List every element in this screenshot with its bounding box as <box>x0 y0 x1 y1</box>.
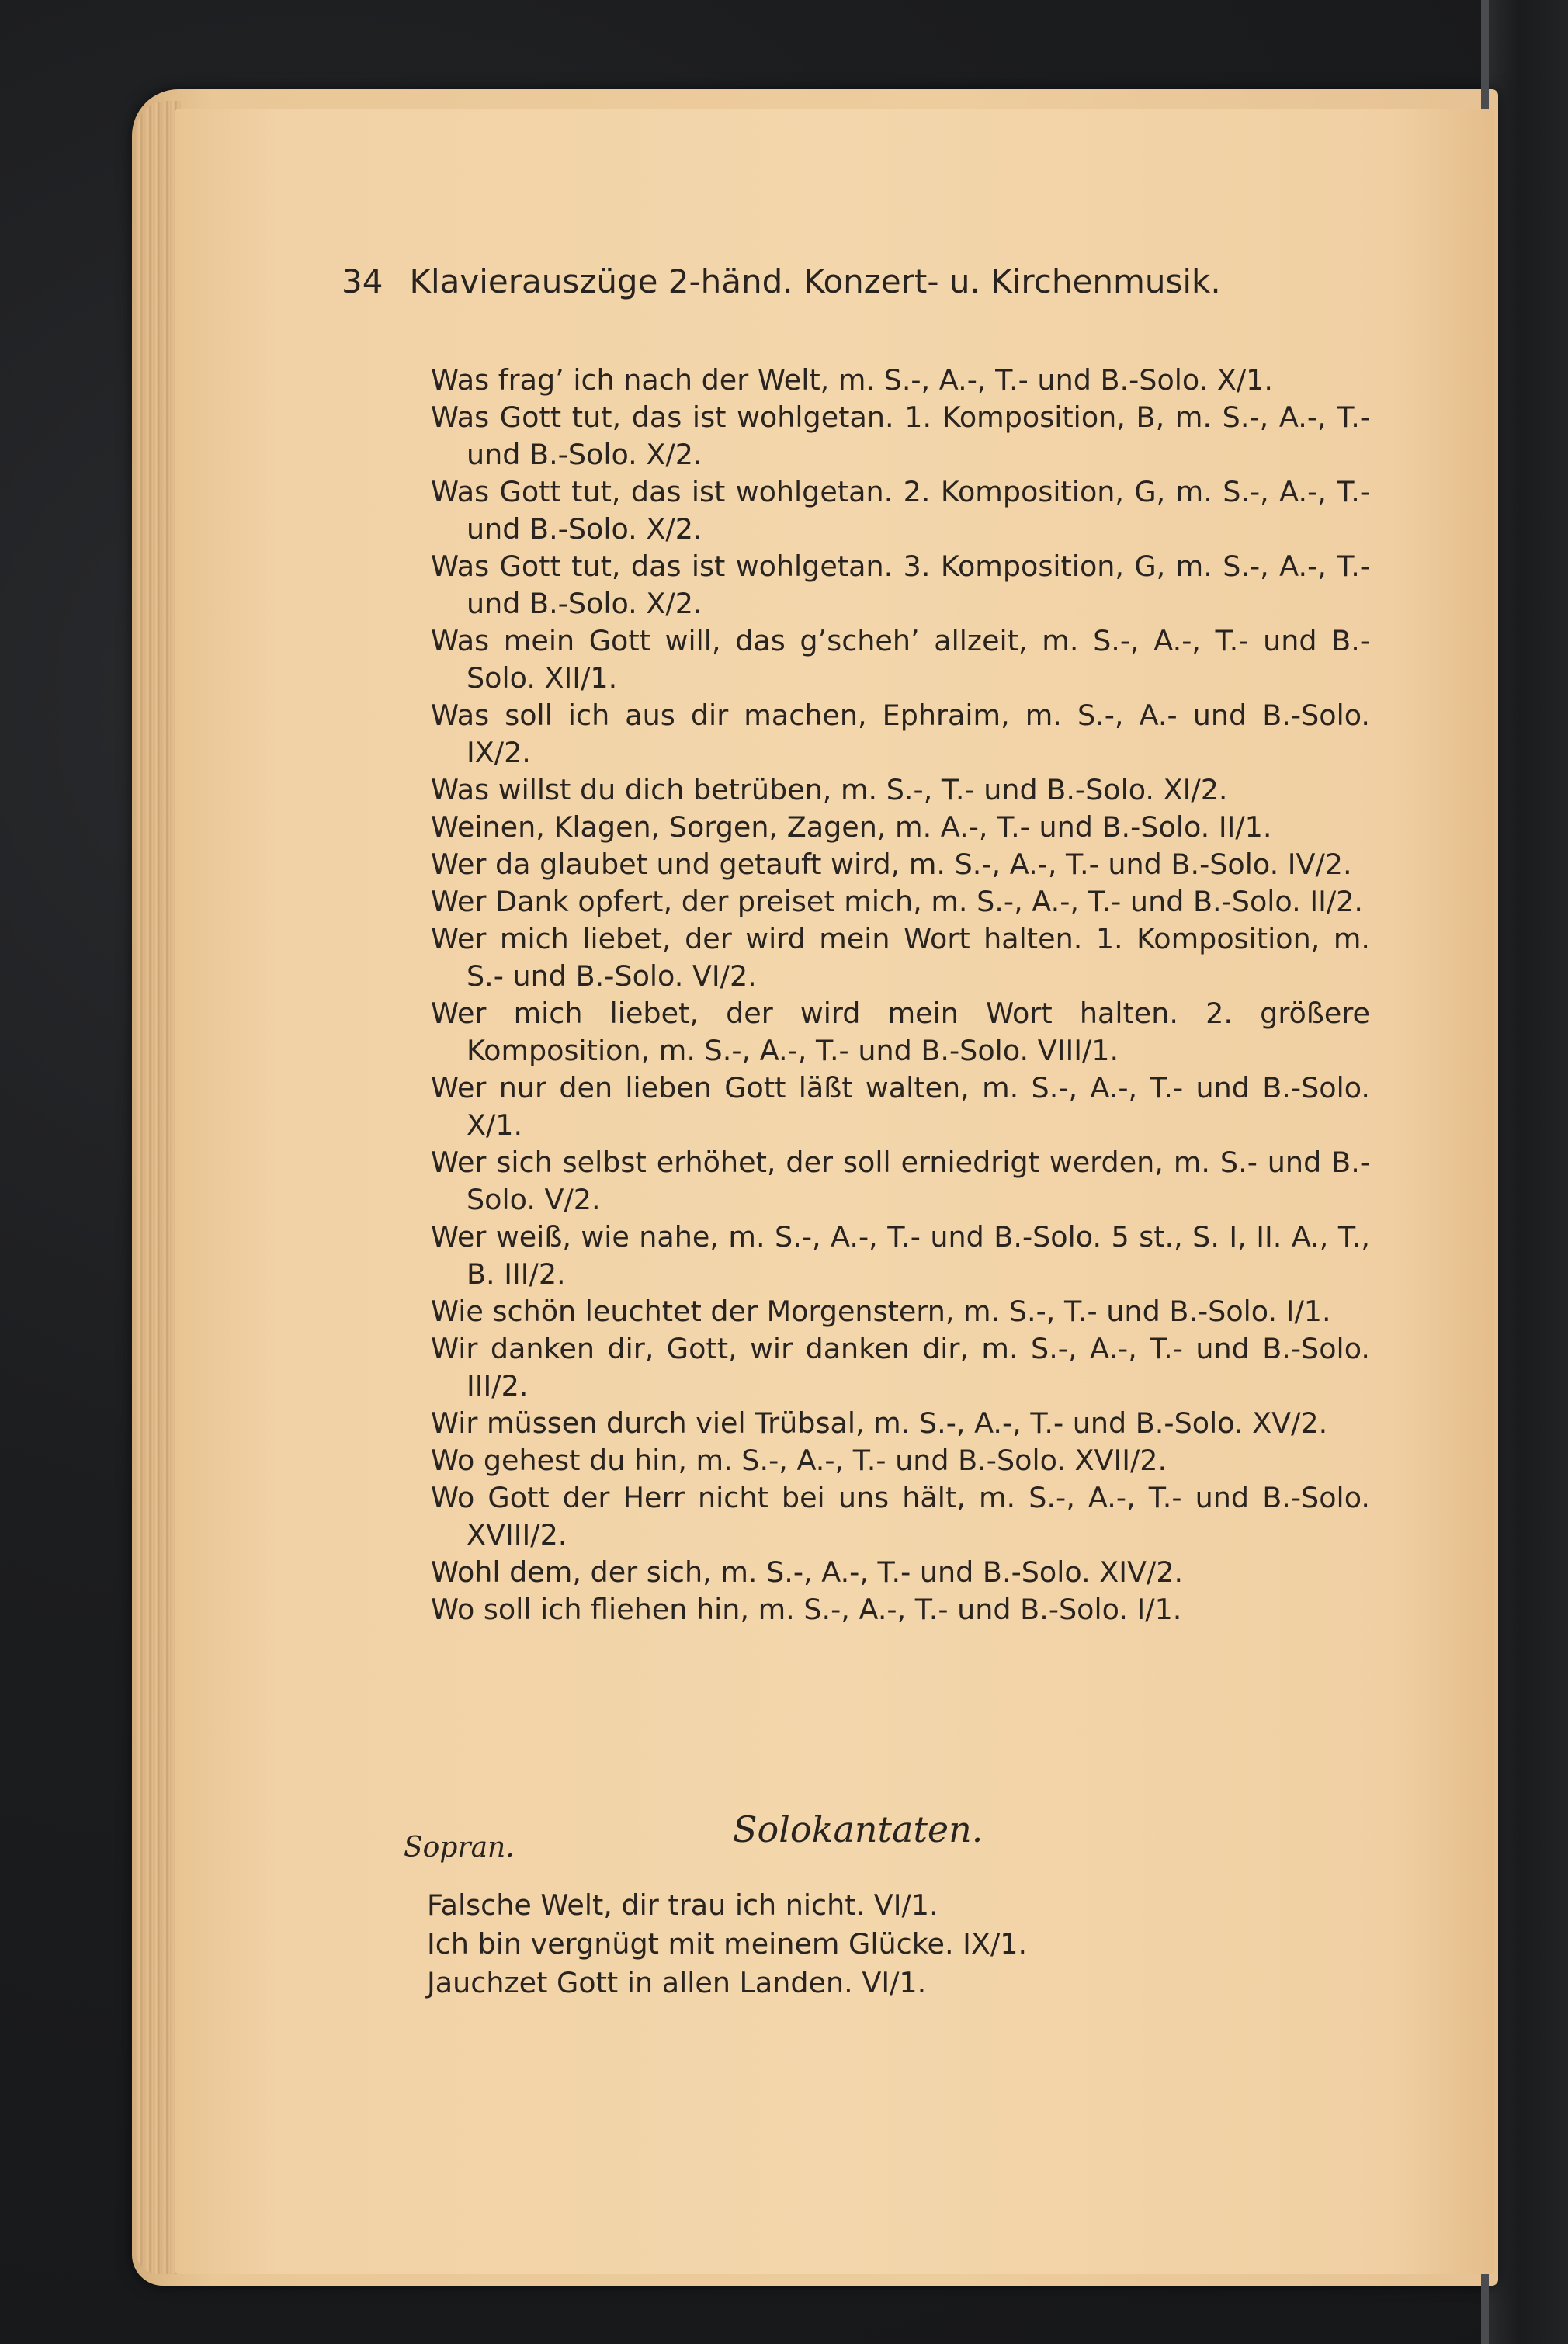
catalog-entry: Wer Dank opfert, der preiset mich, m. S.-, A.-, T.- und B.-Solo. II/2. <box>431 885 1363 918</box>
catalog-entries <box>431 362 1370 1628</box>
catalog-entry: Was Gott tut, das ist wohlgetan. 1. Komposition, B, m. S.-, A.-, T.- und B.-Solo. X/2. <box>431 400 1370 471</box>
catalog-entry: Was frag’ ich nach der Welt, m. S.-, A.-, T.- und B.-Solo. X/1. <box>431 363 1273 397</box>
page-number: 34 <box>342 262 383 300</box>
cover-edge <box>1486 0 1568 2344</box>
catalog-entry: Wo gehest du hin, m. S.-, A.-, T.- und B.-Solo. XVII/2. <box>431 1444 1167 1477</box>
catalog-entry: Wir müssen durch viel Trübsal, m. S.-, A.-, T.- und B.-Solo. XV/2. <box>431 1406 1328 1440</box>
solo-entry: Ich bin vergnügt mit meinem Glücke. IX/1. <box>427 1927 1028 1961</box>
catalog-entry: Weinen, Klagen, Sorgen, Zagen, m. A.-, T.- und B.-Solo. II/1. <box>431 810 1272 844</box>
catalog-entry: Wer mich liebet, der wird mein Wort halten. 2. größere Komposition, m. S.-, A.-, T.- und B.-Solo. VIII/1. <box>431 997 1370 1067</box>
solo-entries <box>427 1886 1358 2002</box>
catalog-entry: Wir danken dir, Gott, wir danken dir, m. S.-, A.-, T.- und B.-Solo. III/2. <box>431 1332 1370 1403</box>
catalog-entry: Was soll ich aus dir machen, Ephraim, m. S.-, A.- und B.-Solo. IX/2. <box>431 699 1370 769</box>
catalog-entry: Wer sich selbst erhöhet, der soll erniedrigt werden, m. S.- und B.-Solo. V/2. <box>431 1146 1370 1216</box>
section-heading <box>404 1808 1382 1871</box>
catalog-entry: Was Gott tut, das ist wohlgetan. 3. Komposition, G, m. S.-, A.-, T.- und B.-Solo. X/2. <box>431 550 1370 620</box>
catalog-entry: Was Gott tut, das ist wohlgetan. 2. Komposition, G, m. S.-, A.-, T.- und B.-Solo. X/2. <box>431 475 1370 546</box>
catalog-entry: Wo Gott der Herr nicht bei uns hält, m. S.-, A.-, T.- und B.-Solo. XVIII/2. <box>431 1481 1370 1552</box>
catalog-entry: Was willst du dich betrüben, m. S.-, T.- und B.-Solo. XI/2. <box>431 773 1228 806</box>
catalog-entry: Wie schön leuchtet der Morgenstern, m. S.-, T.- und B.-Solo. I/1. <box>431 1295 1331 1328</box>
page-header <box>342 262 1428 317</box>
catalog-entry: Wer mich liebet, der wird mein Wort halten. 1. Komposition, m. S.- und B.-Solo. VI/2. <box>431 922 1370 993</box>
voice-label: Sopran. <box>404 1832 515 1864</box>
catalog-entry: Wer weiß, wie nahe, m. S.-, A.-, T.- und B.-Solo. 5 st., S. I, II. A., T., B. III/2. <box>431 1220 1370 1291</box>
solo-entry: Falsche Welt, dir trau ich nicht. VI/1. <box>427 1888 938 1922</box>
catalog-entry: Was mein Gott will, das g’scheh’ allzeit, m. S.-, A.-, T.- und B.-Solo. XII/1. <box>431 624 1370 695</box>
section-title: Solokantaten. <box>733 1808 983 1850</box>
solo-entry: Jauchzet Gott in allen Landen. VI/1. <box>427 1966 927 1999</box>
running-title: Klavierauszüge 2-händ. Konzert- u. Kirchenmusik. <box>409 262 1221 300</box>
catalog-entry: Wohl dem, der sich, m. S.-, A.-, T.- und B.-Solo. XIV/2. <box>431 1555 1184 1589</box>
catalog-entry: Wo soll ich fliehen hin, m. S.-, A.-, T.- und B.-Solo. I/1. <box>431 1593 1182 1626</box>
catalog-entry: Wer nur den lieben Gott läßt walten, m. S.-, A.-, T.- und B.-Solo. X/1. <box>431 1071 1370 1142</box>
catalog-entry: Wer da glaubet und getauft wird, m. S.-, A.-, T.- und B.-Solo. IV/2. <box>431 848 1352 881</box>
